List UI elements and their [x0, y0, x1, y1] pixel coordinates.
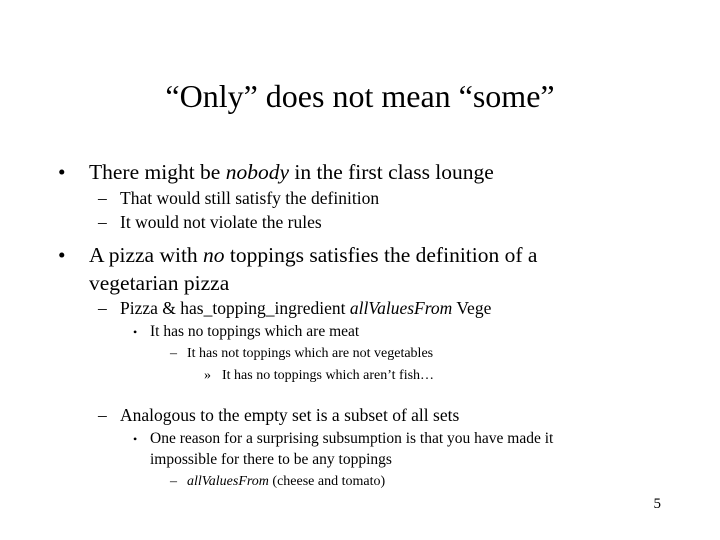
bullet-2-sub-1-pre: Pizza & has_topping_ingredient — [120, 298, 350, 318]
chevron-marker: » — [204, 368, 211, 383]
bullet-2-sub-2-1-1-emphasis: allValuesFrom — [187, 474, 269, 489]
bullet-2-emphasis: no — [203, 243, 225, 267]
dash-marker: – — [98, 298, 107, 318]
bullet-2-sub-2-1-1 — [187, 471, 385, 493]
bullet-2-text-pre: A pizza with — [89, 243, 204, 267]
bullet-2-sub-1-emphasis: allValuesFrom — [349, 298, 453, 318]
bullet-marker: • — [133, 432, 138, 446]
bullet-2-sub-2-1-line-1: One reason for a surprising subsumption is that you have made it — [150, 430, 554, 447]
bullet-1 — [89, 158, 494, 186]
dash-marker: – — [98, 212, 107, 232]
page-number: 5 — [653, 496, 661, 512]
dash-marker: – — [170, 474, 177, 489]
bullet-1-sub-2: It would not violate the rules — [120, 212, 322, 232]
bullet-marker: • — [58, 160, 66, 184]
bullet-1-sub-1: That would still satisfy the definition — [120, 188, 380, 208]
bullet-2-sub-1-1-1-1: It has no toppings which aren’t fish… — [222, 368, 435, 383]
bullet-2-sub-1-1-1: It has not toppings which are not vegetables — [187, 346, 434, 361]
bullet-2 — [89, 241, 537, 269]
bullet-2-sub-1-1: It has no toppings which are meat — [150, 323, 360, 340]
bullet-2-sub-1 — [120, 296, 491, 320]
bullet-1-text-post: in the first class lounge — [289, 160, 494, 184]
bullet-2-line-2: vegetarian pizza — [89, 271, 230, 295]
slide-title: “Only” does not mean “some” — [165, 78, 555, 114]
dash-marker: – — [98, 188, 107, 208]
bullet-1-text-pre: There might be — [89, 160, 226, 184]
bullet-2-sub-1-post: Vege — [452, 298, 492, 318]
bullet-2-text-post: toppings satisfies the definition of a — [224, 243, 538, 267]
bullet-2-sub-2-1-1-post: (cheese and tomato) — [268, 474, 386, 489]
bullet-2-sub-2-1-line-2: impossible for there to be any toppings — [150, 451, 392, 468]
dash-marker: – — [170, 346, 177, 361]
bullet-1-emphasis: nobody — [225, 160, 290, 184]
dash-marker: – — [98, 405, 107, 425]
bullet-marker: • — [58, 243, 66, 267]
bullet-marker: • — [133, 325, 138, 339]
bullet-2-sub-2: Analogous to the empty set is a subset of all sets — [120, 405, 460, 425]
